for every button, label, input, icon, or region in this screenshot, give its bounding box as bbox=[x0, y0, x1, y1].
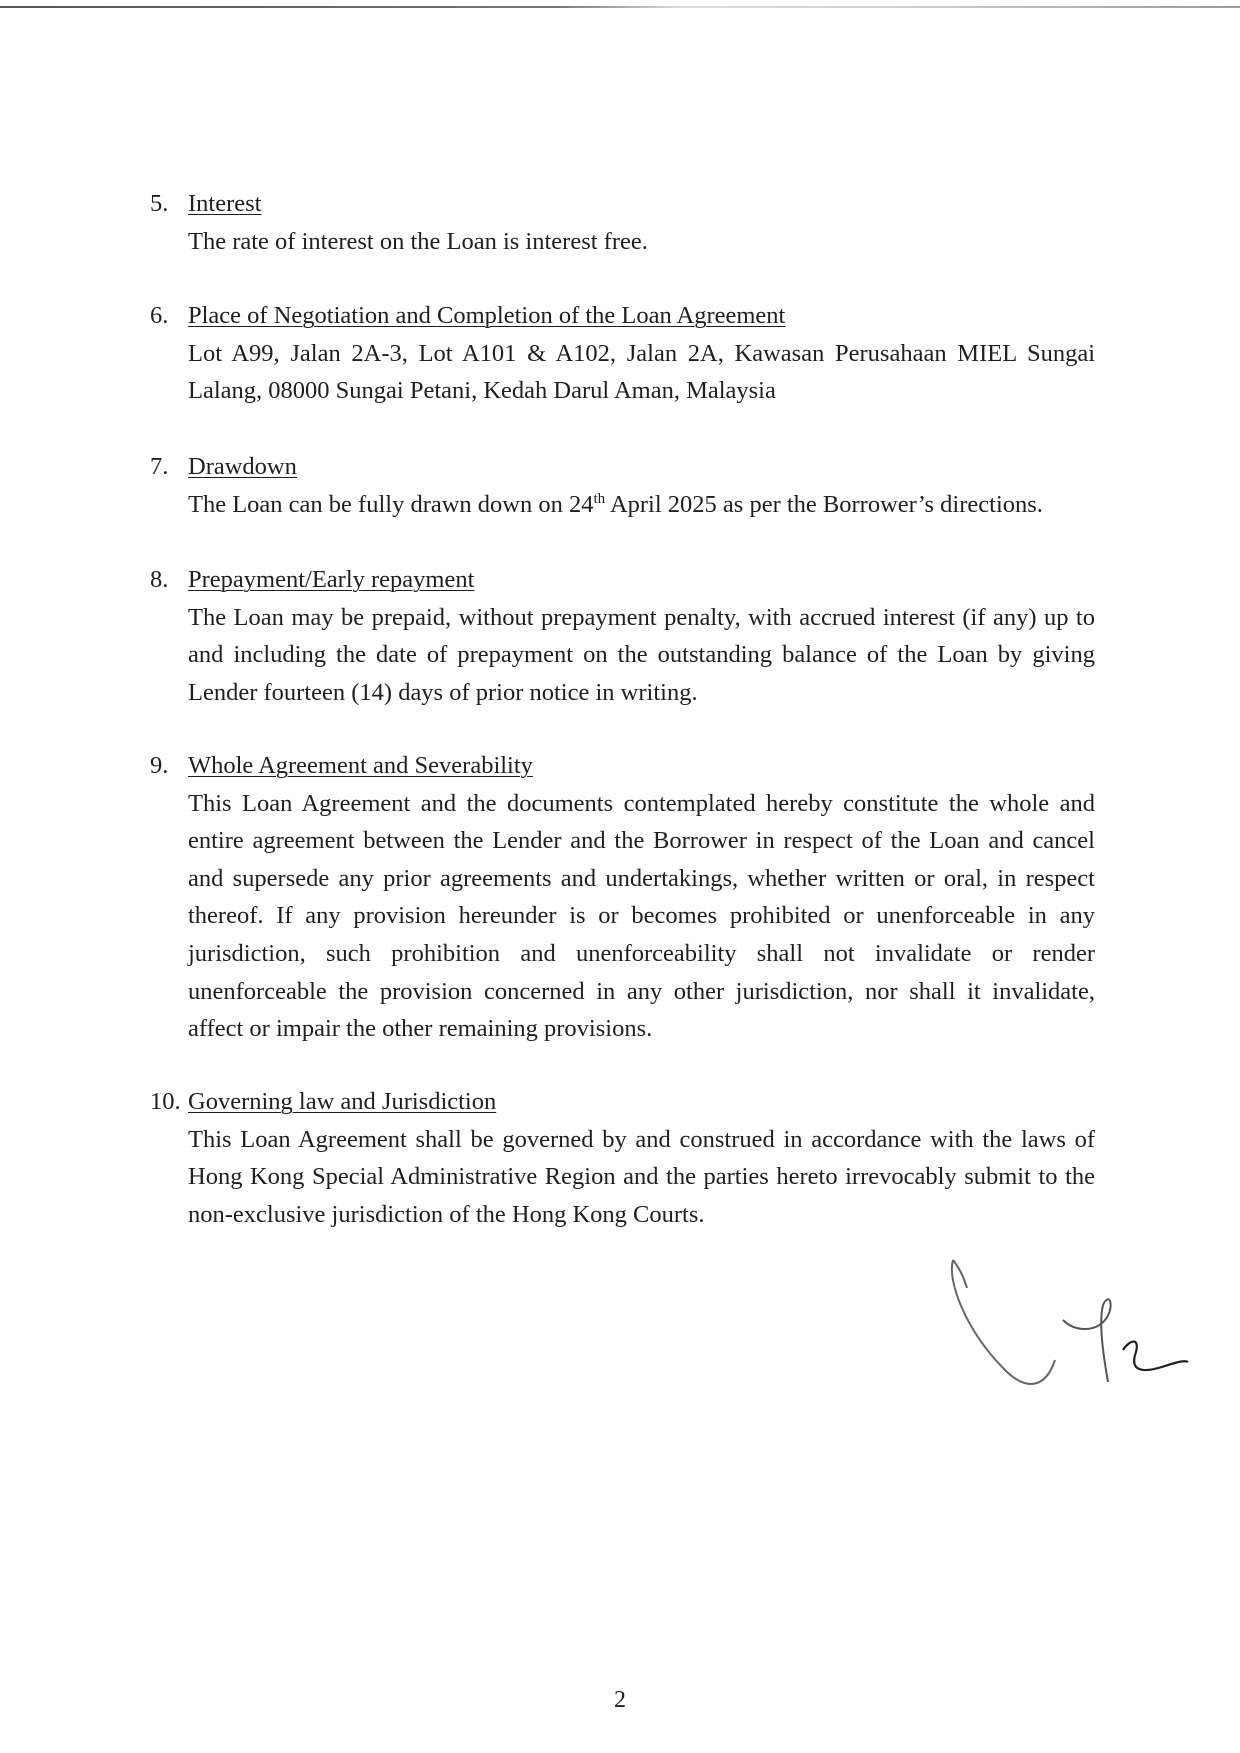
clause-number: 8. bbox=[150, 566, 169, 593]
clause-number: 10. bbox=[150, 1088, 181, 1115]
clause-heading: Interest bbox=[188, 190, 262, 217]
clause-text-line: The rate of interest on the Loan is interest free. bbox=[188, 227, 648, 255]
clause-text-line: and supersede any prior agreements and undertakings, whether written or oral, in respect bbox=[188, 864, 1095, 892]
clause-8 bbox=[150, 561, 1095, 711]
clause-text-line: The Loan may be prepaid, without prepayment penalty, with accrued interest (if any) up to bbox=[188, 603, 1095, 631]
clause-text-line: and including the date of prepayment on the outstanding balance of the Loan by giving bbox=[188, 641, 1095, 669]
clause-text-line: entire agreement between the Lender and the Borrower in respect of the Loan and cancel bbox=[188, 827, 1095, 855]
clause-5 bbox=[150, 185, 1095, 260]
clause-text-line: unenforceable the provision concerned in any other jurisdiction, nor shall it invalidate, bbox=[188, 977, 1095, 1005]
clause-text-line: non-exclusive jurisdiction of the Hong Kong Courts. bbox=[188, 1200, 705, 1228]
clause-number: 5. bbox=[150, 190, 169, 217]
clause-text-line: affect or impair the other remaining provisions. bbox=[188, 1015, 653, 1043]
clause-text-line: This Loan Agreement shall be governed by and construed in accordance with the laws of bbox=[188, 1125, 1095, 1153]
clause-heading: Drawdown bbox=[188, 453, 297, 480]
clause-heading: Governing law and Jurisdiction bbox=[188, 1088, 497, 1115]
clause-number: 6. bbox=[150, 302, 169, 329]
clause-10 bbox=[150, 1083, 1095, 1233]
clause-text-line: jurisdiction, such prohibition and unenforceability shall not invalidate or render bbox=[188, 939, 1095, 967]
page-number: 2 bbox=[614, 1687, 626, 1713]
clause-9 bbox=[150, 747, 1095, 1048]
clause-text-line: Lalang, 08000 Sungai Petani, Kedah Darul Aman, Malaysia bbox=[188, 377, 776, 405]
clause-text-line: Hong Kong Special Administrative Region and the parties hereto irrevocably submit to the bbox=[188, 1163, 1095, 1191]
clause-text-line bbox=[188, 486, 1095, 524]
scan-top-edge bbox=[0, 6, 1240, 8]
clause-6 bbox=[150, 297, 1095, 410]
clause-7 bbox=[150, 448, 1095, 523]
signature bbox=[945, 1250, 1205, 1400]
clause-heading: Place of Negotiation and Completion of the Loan Agreement bbox=[188, 302, 786, 329]
text: April 2025 as per the Borrower’s directions. bbox=[605, 490, 1043, 518]
clause-heading: Whole Agreement and Severability bbox=[188, 752, 533, 779]
clause-text-line: This Loan Agreement and the documents contemplated hereby constitute the whole and bbox=[188, 789, 1095, 817]
clause-text-line: Lender fourteen (14) days of prior notice in writing. bbox=[188, 678, 698, 706]
clause-text-line: thereof. If any provision hereunder is or becomes prohibited or unenforceable in any bbox=[188, 902, 1095, 930]
ordinal-suffix: th bbox=[593, 490, 606, 507]
clause-number: 9. bbox=[150, 752, 169, 779]
clause-heading: Prepayment/Early repayment bbox=[188, 566, 475, 593]
clause-number: 7. bbox=[150, 453, 169, 480]
clause-text-line: Lot A99, Jalan 2A-3, Lot A101 & A102, Jalan 2A, Kawasan Perusahaan MIEL Sungai bbox=[188, 339, 1095, 367]
text: The Loan can be fully drawn down on 24 bbox=[188, 490, 594, 518]
